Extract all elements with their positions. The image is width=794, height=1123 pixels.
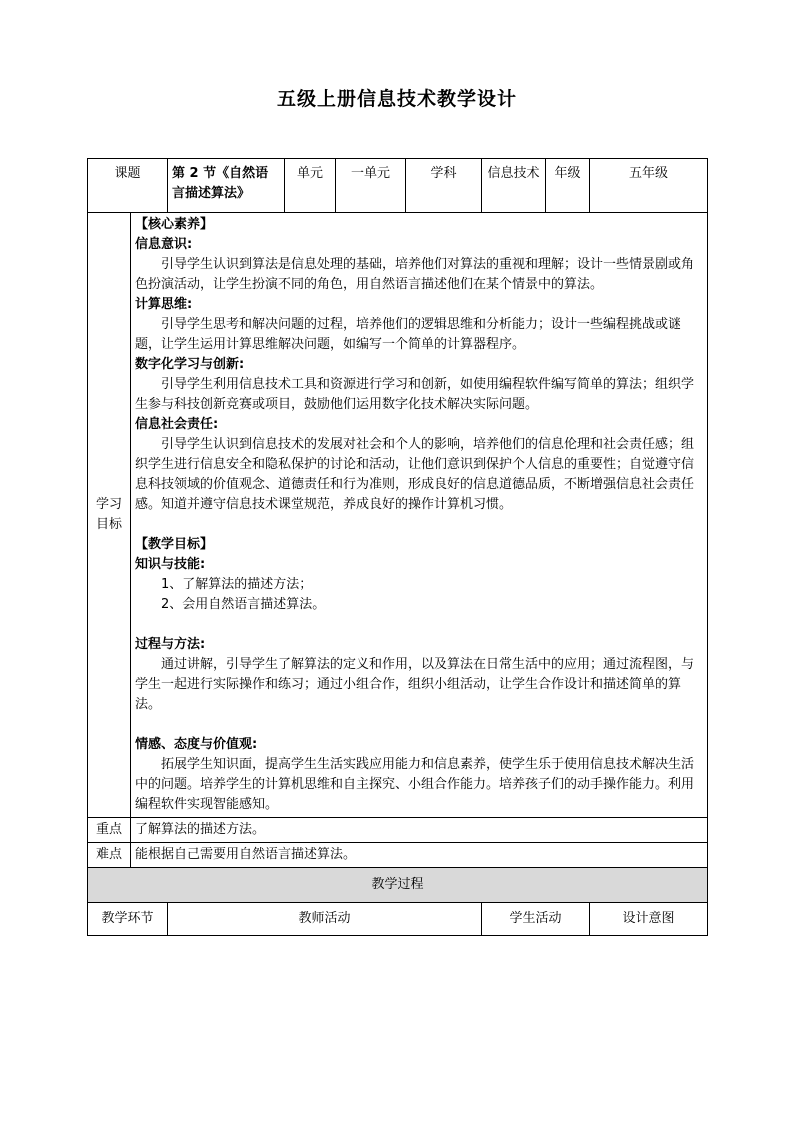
teaching-goals-heading: 【教学目标】 <box>135 537 214 552</box>
key-point-label: 重点 <box>88 818 131 843</box>
difficulty-row <box>88 843 708 868</box>
teacher-activity-header: 教师活动 <box>168 903 482 936</box>
spacer <box>135 615 703 635</box>
process-title-row <box>88 868 708 903</box>
lesson-label: 课题 <box>88 159 168 213</box>
section-heading: 信息社会责任: <box>135 417 219 432</box>
grade-label: 年级 <box>546 159 590 213</box>
goals-label-line2: 目标 <box>95 517 122 532</box>
document-title: 五级上册信息技术教学设计 <box>276 88 517 110</box>
process-title: 教学过程 <box>88 868 708 903</box>
goals-label-line1: 学习 <box>95 497 122 512</box>
section-text: 引导学生思考和解决问题的过程，培养他们的逻辑思维和分析能力；设计一些编程挑战或谜题，让学生运用计算思维解决问题，如编写一个简单的计算器程序。 <box>135 317 682 352</box>
process-heading: 过程与方法: <box>135 637 206 652</box>
core-literacy-heading: 【核心素养】 <box>135 217 214 232</box>
knowledge-item: 1、了解算法的描述方法； <box>161 577 313 592</box>
student-activity-header: 学生活动 <box>482 903 590 936</box>
key-point-text: 了解算法的描述方法。 <box>131 818 708 843</box>
difficulty-label: 难点 <box>88 843 131 868</box>
difficulty-text: 能根据自己需要用自然语言描述算法。 <box>131 843 708 868</box>
section-text: 引导学生认识到信息技术的发展对社会和个人的影响，培养他们的信息伦理和社会责任感；组织学生进行信息安全和隐私保护的讨论和活动，让他们意识到保护个人信息的重要性；自觉遵守信息科技领域的价值观念、道德责任和行为准则，形成良好的信息道德品质，不断增强信息社会责任感。知道并遵守信息技术课堂规范，养成良好的操作计算机习惯。 <box>135 437 695 512</box>
goals-row <box>88 213 708 818</box>
design-intent-header: 设计意图 <box>590 903 708 936</box>
subject-value: 信息技术 <box>482 159 546 213</box>
goals-content <box>131 213 708 818</box>
lesson-title: 第 2 节《自然语言描述算法》 <box>168 159 285 213</box>
knowledge-heading: 知识与技能: <box>135 557 206 572</box>
knowledge-item: 2、会用自然语言描述算法。 <box>161 597 326 612</box>
section-heading: 数字化学习与创新: <box>135 357 245 372</box>
spacer <box>135 515 703 535</box>
section-text: 引导学生认识到算法是信息处理的基础，培养他们对算法的重视和理解；设计一些情景剧或角色扮演活动，让学生扮演不同的角色，用自然语言描述他们在某个情景中的算法。 <box>135 257 695 292</box>
emotion-heading: 情感、态度与价值观: <box>135 737 258 752</box>
lesson-plan-table <box>87 158 707 936</box>
emotion-text: 拓展学生知识面，提高学生生活实践应用能力和信息素养，使学生乐于使用信息技术解决生活中的问题。培养学生的计算机思维和自主探究、小组合作能力。培养孩子们的动手操作能力。利用编程软件实现智能感知。 <box>135 757 695 812</box>
header-row <box>88 159 708 213</box>
section-heading: 信息意识: <box>135 237 193 252</box>
key-point-row <box>88 818 708 843</box>
section-heading: 计算思维: <box>135 297 193 312</box>
unit-value: 一单元 <box>336 159 406 213</box>
spacer <box>135 715 703 735</box>
stage-header-row <box>88 903 708 936</box>
unit-label: 单元 <box>285 159 336 213</box>
subject-label: 学科 <box>406 159 482 213</box>
process-text: 通过讲解，引导学生了解算法的定义和作用，以及算法在日常生活中的应用；通过流程图，与学生一起进行实际操作和练习；通过小组合作，组织小组活动，让学生合作设计和描述简单的算法。 <box>135 657 695 712</box>
stage-header: 教学环节 <box>88 903 168 936</box>
goals-label <box>88 213 131 818</box>
grade-value: 五年级 <box>590 159 708 213</box>
section-text: 引导学生利用信息技术工具和资源进行学习和创新，如使用编程软件编写简单的算法；组织学生参与科技创新竞赛或项目，鼓励他们运用数字化技术解决实际问题。 <box>135 377 695 412</box>
